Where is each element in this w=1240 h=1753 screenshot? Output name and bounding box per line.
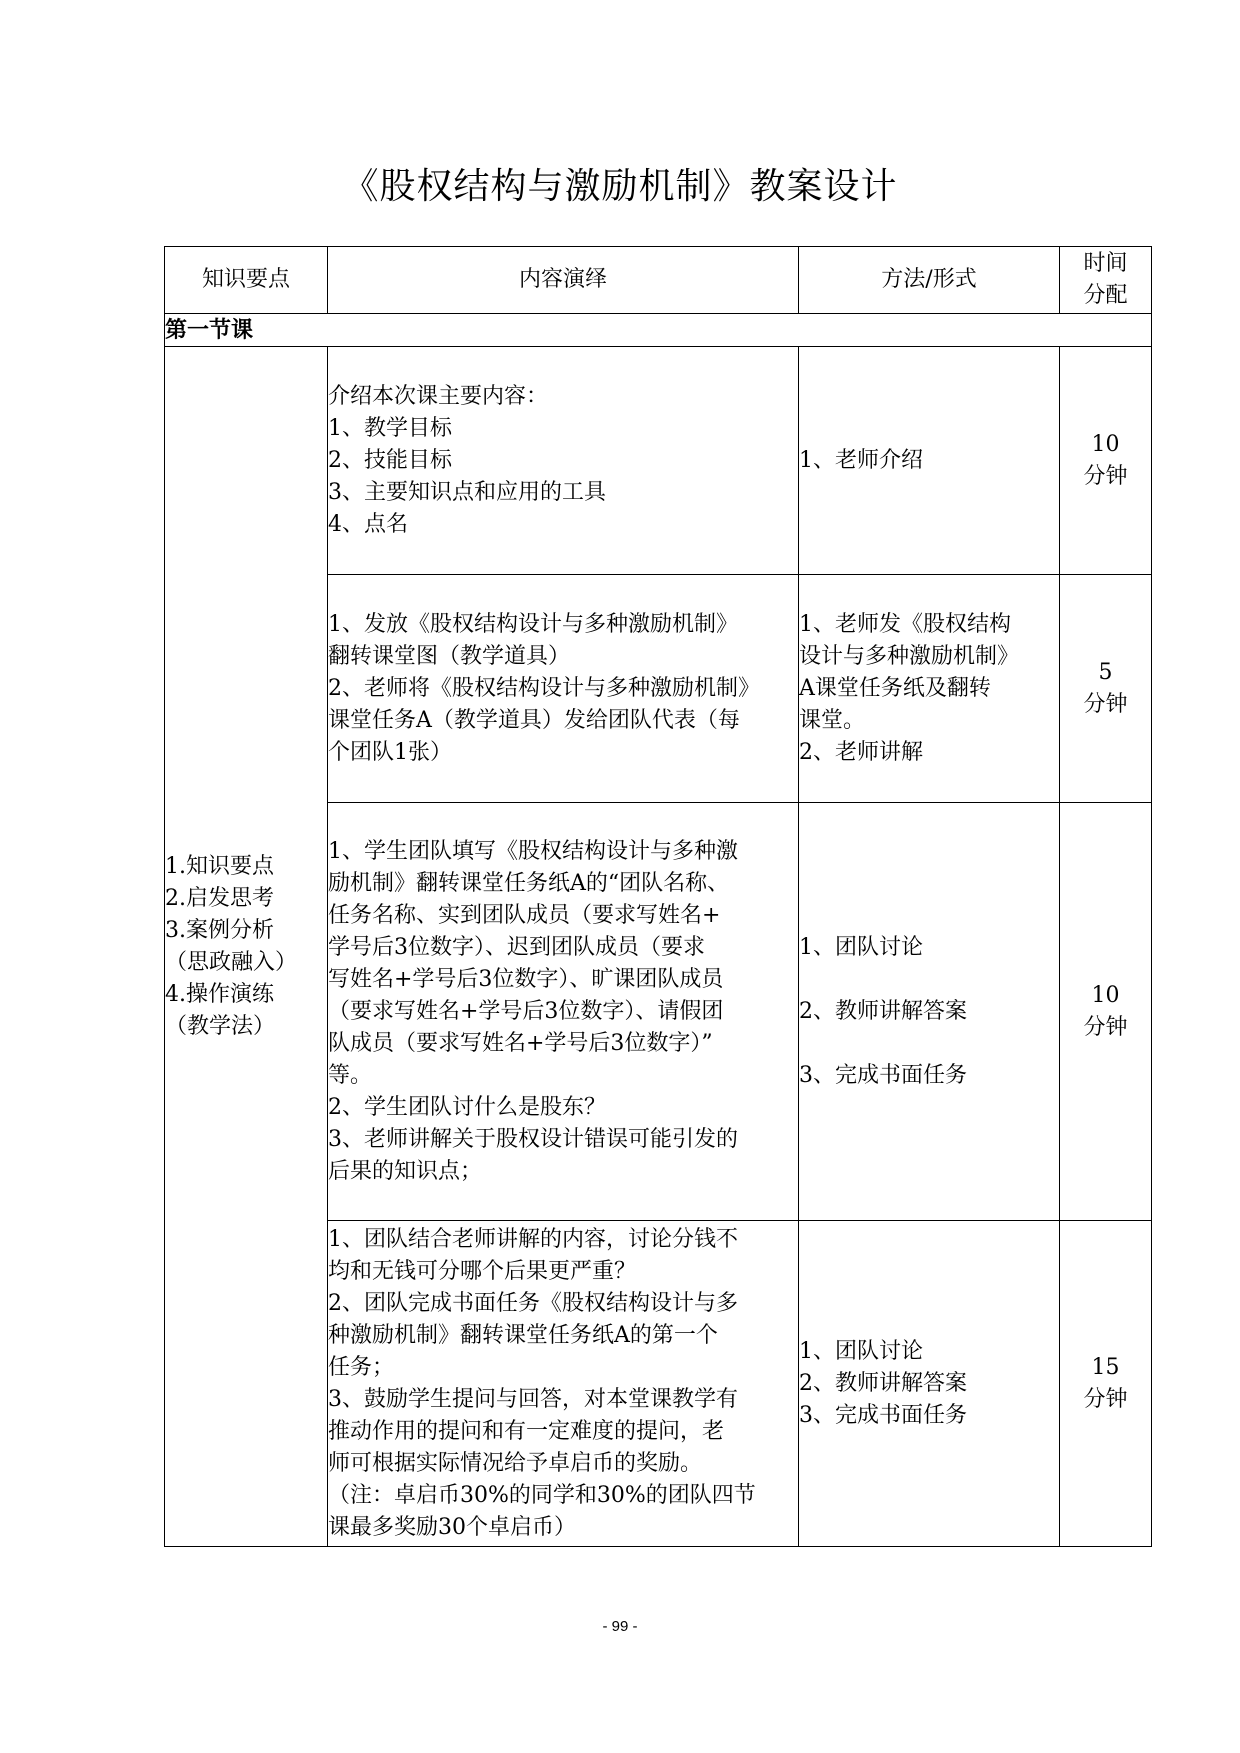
content-line: 2、老师将《股权结构设计与多种激励机制》 xyxy=(328,675,760,701)
content-line: 任务； xyxy=(328,1354,395,1380)
knowledge-point: 4.操作演练 xyxy=(165,981,274,1007)
knowledge-points-cell xyxy=(165,347,328,1547)
method-line: 1、老师发《股权结构 xyxy=(799,611,1011,637)
page-number: - 99 - xyxy=(602,1618,638,1635)
section-row xyxy=(165,314,1152,347)
method-line: 3、完成书面任务 xyxy=(799,1402,967,1428)
content-line: 师可根据实际情况给予卓启币的奖励。 xyxy=(328,1450,703,1476)
content-cell xyxy=(328,347,799,575)
content-line: 2、学生团队讨什么是股东？ xyxy=(328,1094,606,1120)
method-line: 1、团队讨论 xyxy=(799,1338,923,1364)
content-line: 课堂任务A（教学道具）发给团队代表（每 xyxy=(328,707,740,733)
content-line: 均和无钱可分哪个后果更严重？ xyxy=(328,1258,637,1284)
method-line: 3、完成书面任务 xyxy=(799,1062,967,1088)
content-line: 写姓名+学号后3位数字）、旷课团队成员 xyxy=(328,966,724,992)
content-line: 1、教学目标 xyxy=(328,415,452,441)
time-cell xyxy=(1060,1221,1152,1547)
time-unit: 分钟 xyxy=(1083,463,1128,489)
method-line: 2、教师讲解答案 xyxy=(799,998,967,1024)
time-cell xyxy=(1060,803,1152,1221)
method-line: A课堂任务纸及翻转 xyxy=(799,675,991,701)
time-cell xyxy=(1060,347,1152,575)
content-line: 后果的知识点； xyxy=(328,1158,483,1184)
knowledge-point: （思政融入） xyxy=(165,949,298,975)
method-line: 设计与多种激励机制》 xyxy=(799,643,1020,669)
content-line: 翻转课堂图（教学道具） xyxy=(328,643,571,669)
content-line: 励机制》翻转课堂任务纸A的“团队名称、 xyxy=(328,870,730,896)
content-line: （注：卓启币30%的同学和30%的团队四节 xyxy=(328,1482,756,1508)
method-cell xyxy=(799,347,1060,575)
content-line: 队成员（要求写姓名+学号后3位数字）” xyxy=(328,1030,713,1056)
time-cell xyxy=(1060,575,1152,803)
content-line: 2、团队完成书面任务《股权结构设计与多 xyxy=(328,1290,738,1316)
content-line: 2、技能目标 xyxy=(328,447,452,473)
content-cell xyxy=(328,803,799,1221)
method-cell xyxy=(799,575,1060,803)
content-line: 课最多奖励30个卓启币） xyxy=(328,1514,576,1540)
content-line: 1、发放《股权结构设计与多种激励机制》 xyxy=(328,611,738,637)
document-title: 《股权结构与激励机制》教案设计 xyxy=(342,166,898,207)
time-value: 15 xyxy=(1091,1354,1120,1380)
header-knowledge: 知识要点 xyxy=(165,247,328,314)
content-line: 等。 xyxy=(328,1062,373,1088)
method-cell xyxy=(799,1221,1060,1547)
content-line: 3、老师讲解关于股权设计错误可能引发的 xyxy=(328,1126,738,1152)
table-row xyxy=(165,347,1152,575)
content-line: 学号后3位数字）、迟到团队成员（要求 xyxy=(328,934,705,960)
knowledge-point: 2.启发思考 xyxy=(165,885,274,911)
content-line: 推动作用的提问和有一定难度的提问，老 xyxy=(328,1418,725,1444)
content-cell xyxy=(328,1221,799,1547)
header-content: 内容演绎 xyxy=(328,247,799,314)
time-value: 10 xyxy=(1091,982,1120,1008)
method-line: 1、老师介绍 xyxy=(799,447,923,473)
method-line: 1、团队讨论 xyxy=(799,934,923,960)
content-line: 种激励机制》翻转课堂任务纸A的第一个 xyxy=(328,1322,718,1348)
content-line: （要求写姓名+学号后3位数字）、请假团 xyxy=(328,998,724,1024)
time-value: 10 xyxy=(1091,431,1120,457)
content-line: 介绍本次课主要内容： xyxy=(328,383,549,409)
content-line: 1、学生团队填写《股权结构设计与多种激 xyxy=(328,838,738,864)
header-time xyxy=(1060,247,1152,314)
content-line: 3、鼓励学生提问与回答，对本堂课教学有 xyxy=(328,1386,738,1412)
time-unit: 分钟 xyxy=(1083,1014,1128,1040)
knowledge-point: 1.知识要点 xyxy=(165,853,274,879)
method-line: 课堂。 xyxy=(799,707,866,733)
header-method: 方法/形式 xyxy=(799,247,1060,314)
method-line: 2、教师讲解答案 xyxy=(799,1370,967,1396)
section-label: 第一节课 xyxy=(165,314,1152,347)
method-cell xyxy=(799,803,1060,1221)
content-line: 1、团队结合老师讲解的内容，讨论分钱不 xyxy=(328,1226,738,1252)
method-line: 2、老师讲解 xyxy=(799,739,923,765)
table-header-row xyxy=(165,247,1152,314)
time-value: 5 xyxy=(1098,659,1113,685)
header-time-line-1: 时间 xyxy=(1083,251,1128,276)
content-line: 3、主要知识点和应用的工具 xyxy=(328,479,606,505)
lesson-plan-table xyxy=(164,246,1152,1547)
time-unit: 分钟 xyxy=(1083,1386,1128,1412)
header-time-line-2: 分配 xyxy=(1083,283,1128,308)
content-line: 4、点名 xyxy=(328,511,408,537)
content-cell xyxy=(328,575,799,803)
content-line: 任务名称、实到团队成员（要求写姓名+ xyxy=(328,902,721,928)
time-unit: 分钟 xyxy=(1083,691,1128,717)
content-line: 个团队1张） xyxy=(328,739,452,765)
knowledge-point: （教学法） xyxy=(165,1013,276,1039)
knowledge-point: 3.案例分析 xyxy=(165,917,274,943)
